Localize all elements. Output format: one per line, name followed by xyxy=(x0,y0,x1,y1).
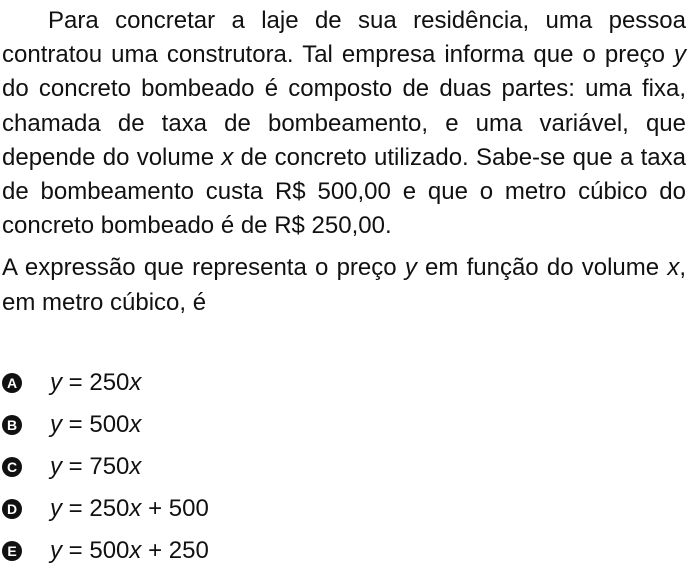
math-variable: x xyxy=(129,369,142,396)
option-expression xyxy=(50,537,209,565)
math-variable: x xyxy=(129,411,142,438)
text-run: = 750 xyxy=(62,453,130,480)
text-run: = 500 xyxy=(62,411,130,438)
question-paragraph-prompt xyxy=(2,251,686,319)
option-d[interactable] xyxy=(2,488,402,530)
question-text xyxy=(2,4,686,320)
math-variable: x xyxy=(129,495,142,522)
math-variable: x xyxy=(129,453,142,480)
math-variable: x xyxy=(667,254,680,282)
text-run: + 250 xyxy=(141,537,209,564)
question-paragraph-context xyxy=(2,4,686,243)
option-expression xyxy=(50,411,141,439)
option-letter-badge: B xyxy=(2,415,22,435)
option-expression xyxy=(50,453,141,481)
text-run: A expressão que representa o preço xyxy=(2,254,405,282)
option-e[interactable] xyxy=(2,530,402,572)
math-variable: x xyxy=(129,537,142,564)
math-variable: y xyxy=(50,411,62,438)
math-variable: y xyxy=(50,537,62,564)
option-a[interactable] xyxy=(2,362,402,404)
math-variable: x xyxy=(221,143,234,171)
option-letter-badge: C xyxy=(2,457,22,477)
option-expression xyxy=(50,495,209,523)
option-letter-badge: D xyxy=(2,499,22,519)
text-run: do concreto bombeado é composto de duas partes: uma fixa, chamada de taxa de bombeamento, e uma variável, que depende do volume xyxy=(2,75,686,171)
option-c[interactable] xyxy=(2,446,402,488)
math-variable: y xyxy=(674,41,686,69)
option-expression xyxy=(50,369,141,397)
math-variable: y xyxy=(404,254,417,282)
option-letter-badge: E xyxy=(2,541,22,561)
text-run: Para concretar a laje de sua residência, uma pessoa contratou uma construtora. Tal empresa informa que o preço xyxy=(2,7,686,69)
text-run: = 250 xyxy=(62,369,130,396)
text-run: = 250 xyxy=(62,495,130,522)
text-run: em função do volume xyxy=(416,254,668,282)
answer-options xyxy=(2,362,402,572)
math-variable: y xyxy=(50,495,62,522)
math-variable: y xyxy=(50,453,62,480)
text-run: de concreto utilizado. Sabe-se que a taxa de bombeamento custa R$ 500,00 e que o metro cúbico do concreto bombeado é de R$ 250,00. xyxy=(2,143,687,240)
text-run: + 500 xyxy=(141,495,209,522)
option-b[interactable] xyxy=(2,404,402,446)
option-letter-badge: A xyxy=(2,373,22,393)
text-run: , em metro cúbico, é xyxy=(2,254,686,316)
text-run: = 500 xyxy=(62,537,130,564)
math-variable: y xyxy=(50,369,62,396)
